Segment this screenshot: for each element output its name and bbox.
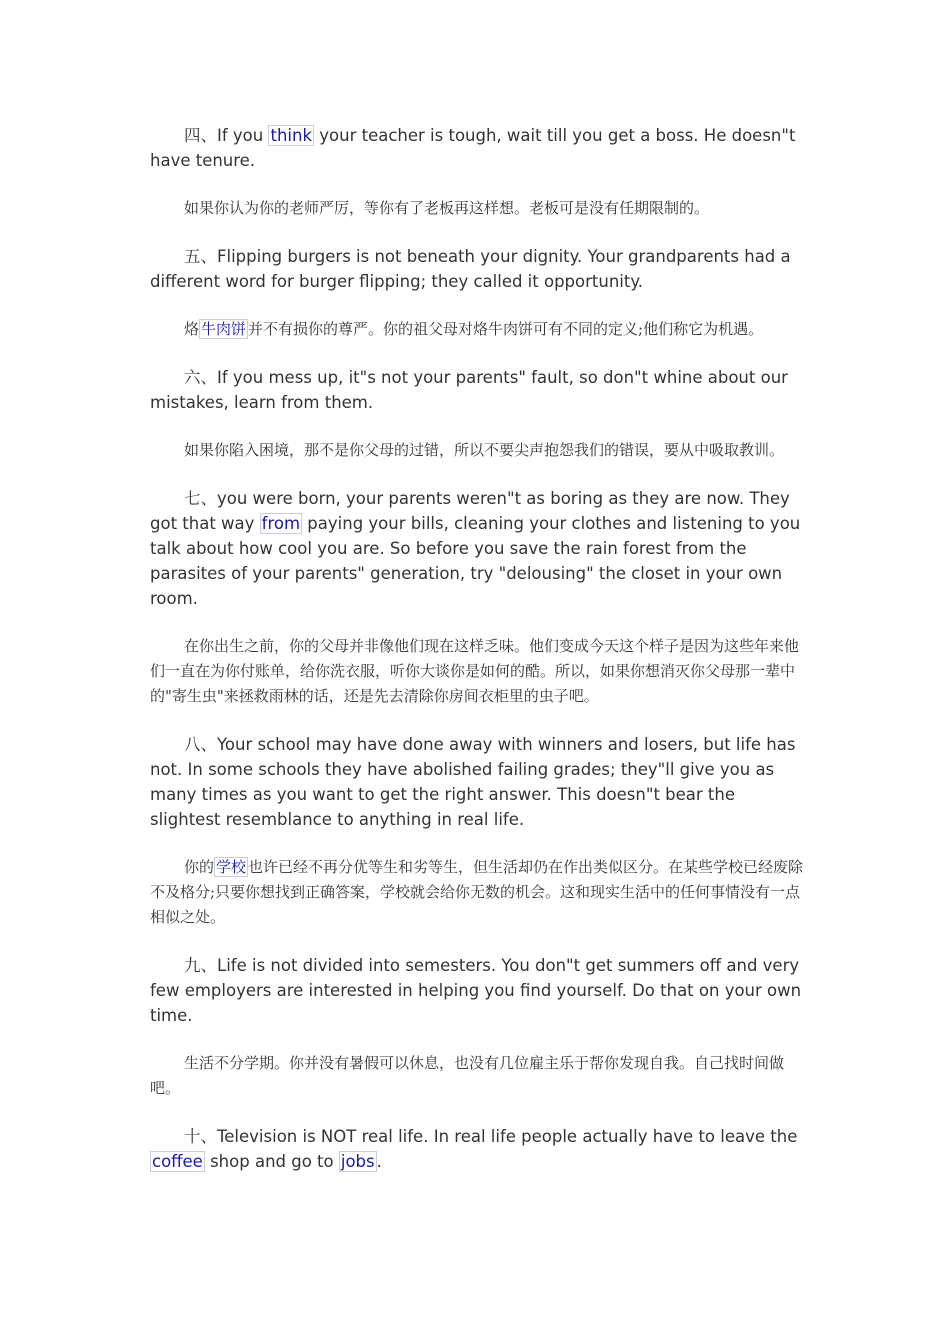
chinese-paragraph — [150, 855, 810, 930]
keyword-link[interactable]: think — [270, 126, 313, 145]
paragraph-text: 八、Your school may have done away with winners and losers, but life has not. In some schools they have abolished failing grades; they"ll give you as many times as you want to get the right answer. This doesn"t bear the slightest resemblance to anything in real life. — [150, 735, 796, 829]
paragraph-text: 也许已经不再分优等生和劣等生，但生活却仍在作出类似区分。在某些学校已经废除不及格分;只要你想找到正确答案，学校就会给你无数的机会。这和现实生活中的任何事情没有一点相似之处。 — [150, 858, 804, 926]
chinese-paragraph — [150, 196, 810, 221]
keyword-link[interactable]: 牛肉饼 — [201, 320, 247, 338]
chinese-paragraph — [150, 1051, 810, 1101]
paragraph-text: 五、Flipping burgers is not beneath your dignity. Your grandparents had a different word for burger flipping; they called it opportunity. — [150, 247, 791, 291]
english-paragraph — [150, 123, 810, 173]
paragraph-text: 如果你陷入困境，那不是你父母的过错，所以不要尖声抱怨我们的错误，要从中吸取教训。 — [184, 441, 785, 459]
paragraph-text: 烙 — [184, 320, 200, 338]
keyword-link[interactable]: jobs — [340, 1152, 375, 1171]
keyword-link[interactable]: coffee — [152, 1152, 203, 1171]
english-paragraph — [150, 953, 810, 1028]
english-paragraph — [150, 1124, 810, 1174]
paragraph-text: 十、Television is NOT real life. In real life people actually have to leave the — [184, 1127, 798, 1146]
chinese-paragraph — [150, 317, 810, 342]
english-paragraph — [150, 244, 810, 294]
paragraph-text: 如果你认为你的老师严厉，等你有了老板再这样想。老板可是没有任期限制的。 — [184, 199, 710, 217]
paragraph-text: 七、you were born, your parents weren"t as boring as they are now. They got that way — [150, 489, 790, 533]
paragraph-text: 你的 — [184, 858, 215, 876]
paragraph-text: shop and go to — [204, 1152, 339, 1171]
chinese-paragraph — [150, 438, 810, 463]
paragraph-text: 六、If you mess up, it"s not your parents" fault, so don"t whine about our mistakes, learn from them. — [150, 368, 788, 412]
english-paragraph — [150, 486, 810, 611]
document-body — [150, 123, 810, 1197]
paragraph-text: 九、Life is not divided into semesters. You don"t get summers off and very few employers are interested in helping you find yourself. Do that on your own time. — [150, 956, 802, 1025]
paragraph-text: paying your bills, cleaning your clothes and listening to you talk about how cool you are. So before you save the rain forest from the parasites of your parents" generation, try "delousing" the closet in your own room. — [150, 514, 801, 608]
paragraph-text: 并不有损你的尊严。你的祖父母对烙牛肉饼可有不同的定义;他们称它为机遇。 — [248, 320, 764, 338]
keyword-link[interactable]: from — [261, 514, 301, 533]
paragraph-text: 生活不分学期。你并没有暑假可以休息，也没有几位雇主乐于帮你发现自我。自己找时间做吧。 — [150, 1054, 785, 1097]
chinese-paragraph — [150, 634, 810, 709]
paragraph-text: 在你出生之前，你的父母并非像他们现在这样乏味。他们变成今天这个样子是因为这些年来他们一直在为你付账单，给你洗衣服，听你大谈你是如何的酷。所以，如果你想消灭你父母那一辈中的"寄生虫"来拯救雨林的话，还是先去清除你房间衣柜里的虫子吧。 — [150, 637, 800, 705]
english-paragraph — [150, 732, 810, 832]
english-paragraph — [150, 365, 810, 415]
paragraph-text: your teacher is tough, wait till you get a boss. He doesn"t have tenure. — [150, 126, 796, 170]
paragraph-text: 四、If you — [184, 126, 269, 145]
paragraph-text: . — [376, 1152, 382, 1171]
keyword-link[interactable]: 学校 — [216, 858, 247, 876]
